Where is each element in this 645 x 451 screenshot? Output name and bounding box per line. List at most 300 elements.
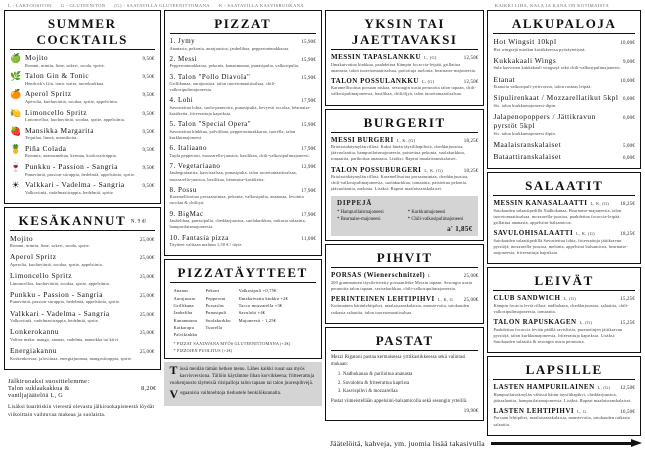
- topping-surcharge: Savulohi +4€: [238, 310, 266, 316]
- divider: [493, 33, 635, 34]
- dropcap-v: V: [169, 387, 179, 402]
- item-description: Ilmakuivattua kinkkua, paahdettua Kämpin focaccia-leipää, grillattua ananasta, talon tuoretomaattisalsaa, parioituja melonia, bearnaise-majoneesia.: [330, 61, 477, 73]
- info-text-2: egaanisia vaihtoehtoja tiedustele henkilökunnalta.: [180, 391, 282, 397]
- pasta-body: [331, 354, 478, 416]
- item-description: Hendrick's Gin, tonic water, tuorekurkkua.: [25, 80, 105, 86]
- list-item: [170, 210, 316, 231]
- item-name: Valkkari - Vadelma - Sangria: [10, 308, 110, 318]
- dessert-item-price: 8,20€: [141, 384, 157, 392]
- list-item: [493, 56, 635, 72]
- topping: Ananas: [173, 288, 189, 294]
- item-name: 2. Messi: [169, 54, 198, 63]
- item-name: Punkku - Passion - Sangria: [25, 162, 119, 172]
- kesakannut-volume-note: N. 9 dl: [130, 219, 147, 225]
- item-description: Punaviiniä, passion-siirappia, hedelmiä, appelsiinia, sprite.: [25, 171, 136, 177]
- item-name: Lonkerokannu: [10, 327, 60, 337]
- list-item: [331, 295, 478, 316]
- item-description: Kämpin focacia leviä rillasi; nadhokana, cheddarjuustoa, salaattia, chili-valkosipulimajoneesia, tomaattia.: [493, 302, 629, 314]
- legend-item-gluten-available: (G) - SAATAVILLA GLUTEENITTOMANA: [114, 3, 210, 8]
- item-price: 15,90€: [301, 75, 316, 81]
- item-price: 9,00€: [622, 59, 635, 65]
- item-name: Punkku - Passion - Sangria: [10, 289, 104, 299]
- item-name: Bataattiranskalaiset: [493, 152, 562, 162]
- topping: Punasipuli: [205, 310, 227, 316]
- dessert-heading: Jälkiruoaksi suosittelemme:: [8, 377, 90, 385]
- dip-option: * Kurkkumajoneesi: [407, 209, 446, 215]
- pasta-price: 19,90€: [463, 409, 479, 415]
- burgerit-title: BURGERIT: [363, 114, 446, 130]
- list-item: [170, 73, 316, 94]
- green-apple-icon: 🍏: [10, 53, 22, 63]
- dip-column-1: [337, 209, 402, 224]
- item-price: 15,90€: [301, 40, 316, 45]
- list-item: [493, 229, 635, 256]
- item-price: 6,00€: [622, 97, 635, 103]
- item-price: 18,25€: [463, 138, 479, 144]
- item-name: PERINTEINEN LEHTIPIHVI L, K, G: [330, 294, 453, 303]
- leivat-title: LEIVÄT: [534, 273, 594, 289]
- topping-surcharge: Ilmakuivattu kinkku +2€: [238, 295, 289, 301]
- item-price: 17,90€: [301, 212, 316, 218]
- pasta-option: 3. Kasvispihvi & mozzarellaa: [343, 388, 478, 395]
- pasta-intro: Mezzi Rigatoni pastaa kermaisessa yrttikastikkeessa sekä valintasi mukaan:: [330, 354, 466, 368]
- legend-item-lactose: L - LAKTOOSITON: [8, 3, 52, 8]
- list-item: [331, 166, 478, 193]
- item-description: 200 grammainen täysileivitetty porsaanleike Messin tapaan. Sesongin uusia perunoita talon tapaan, sesisekurkkua, chili-valkosipulimajoneesia.: [330, 279, 473, 291]
- list-item: [170, 186, 316, 207]
- herb-leaf-icon: 🌿: [10, 71, 22, 82]
- list-item: [10, 271, 155, 287]
- divider: [10, 49, 155, 50]
- topping: Pekoni: [205, 288, 220, 294]
- item-description: Limoncelloa, kuohuviiniä, soodaa, sprite, appelsiinia.: [10, 280, 111, 286]
- column-sides: [487, 10, 641, 436]
- item-name: 3. Talon "Pollo Diavola": [169, 72, 251, 81]
- item-price: 12,50€: [463, 79, 479, 85]
- item-description: Hampurilaiseämylän vähissä härän täysilihapihvi, cheddarjuustoa, jäässalaattia, hampurilaismajoneesia. Lisäksi: Rapeat maalaisranskalaiset.: [493, 391, 632, 403]
- topping: Jauheliha: [173, 310, 193, 316]
- list-item: [170, 37, 316, 52]
- pasta-option: 1. Nadhokanaa & pariloitua ananasta: [343, 371, 478, 378]
- info-box: [164, 362, 322, 405]
- divider: [493, 195, 635, 196]
- wine-glass-icon: 🍷: [10, 162, 22, 173]
- item-description: Satokauden salaattipedillä Savustettua lohta, friteerattuja jättikravun pyrstöjä, mozzarella-juustoa, melonia, appelsiini balsamicoa, bearnaise-majoneesia, friteerattuja kapriksia.: [493, 237, 628, 255]
- item-price: 6,00€: [622, 156, 635, 162]
- divider: [331, 132, 478, 133]
- section-leivat: [487, 267, 641, 353]
- list-item: [10, 309, 155, 325]
- item-description: Jauhelihaa, punasipulia, cheddarjuustoa, suolakurkkua, raikasta salaattia, hampurilaismajoneesia.: [169, 218, 306, 230]
- item-price: 15,90€: [301, 123, 316, 129]
- column-mains: [325, 10, 484, 421]
- list-item: [10, 144, 155, 160]
- list-item: [331, 271, 478, 292]
- item-description: Hot wingsejä mietkm kastikkeessa pyöräytettynä.: [493, 46, 586, 52]
- item-price: 15,90€: [301, 57, 316, 63]
- item-description: Koskenkorvaa, jaloviinaa, energiajuomaa, mangosiirappia, sprite.: [10, 355, 133, 361]
- list-item: [10, 53, 155, 69]
- list-item: [493, 407, 635, 428]
- info-text-1: ässä meidän tämän hetken menu. Lähes kaikki ruoat saa myös kasvisversiona. Tällöin käytämme lihan korvikkeena; fritteerattuja vuohenjuusto täytteisiä riisipalloja talon tapaan tai talon juurespihvejä.: [169, 367, 315, 387]
- lemon-icon: 🍋: [10, 107, 22, 118]
- divider: [493, 379, 635, 380]
- strawberry-icon: 🍓: [10, 125, 22, 136]
- item-name: TALON POSSUBURGERI L, K, (G): [330, 165, 444, 174]
- item-description: Porsaan lehtipihvi, maalaisranskalaisia, maustevoita, satokauden raikasta salaattia.: [493, 415, 630, 427]
- item-description: Sis. talon kurkkumajoneesi dipin.: [493, 130, 557, 136]
- item-name: Sipulirenkaat / Mozzarellatikut 5kpl: [493, 93, 619, 103]
- item-price: 10,00€: [620, 41, 635, 46]
- pizzat-title: PIZZAT: [214, 16, 272, 31]
- pasta-outro: Pastat viimeistellään appelsiini-balsamicolla sekä sesongin yrteillä.: [330, 399, 468, 405]
- section-alkupaloja: [487, 10, 641, 169]
- topping: Suolakurkku: [205, 317, 231, 323]
- section-burgerit: [325, 109, 484, 241]
- section-pihvit: [325, 244, 484, 324]
- item-name: PORSAS (Wienerschnitzel) L: [330, 271, 432, 280]
- item-description: Karamellisoitua porsaanrintaa, pekonia, valkosipulia, ananasta, levointa rucolaa & chilityä.: [169, 194, 304, 206]
- dip-option: * Hampurilaismajoneesi: [336, 209, 384, 215]
- item-tags: L: [428, 273, 432, 279]
- item-name: Limoncello Spritz: [25, 107, 88, 117]
- item-description: Rommi, minttu, lime, sokeri, sooda, sprite.: [25, 62, 106, 68]
- item-name: Piña Colada: [25, 143, 67, 153]
- item-price: 15,25€: [620, 321, 635, 327]
- item-tags: L, K, G: [437, 296, 453, 302]
- item-tags: L, (G): [421, 78, 435, 84]
- item-price: 16,50€: [620, 409, 635, 415]
- item-price: 6,00€: [622, 116, 635, 122]
- list-item: [493, 383, 635, 404]
- list-item: [170, 120, 316, 141]
- item-description: Grillikanaa, aurajuustoa, talon tuoretomaattisalsaa, chili-valkosipulimajoneesia.: [169, 81, 276, 93]
- item-price: 25,00€: [139, 350, 155, 356]
- item-price: 9,50€: [142, 184, 155, 190]
- item-description: Karamellisoitua porsaan niskaa, sessongin uusia perunoita talon tapaan, chili-valkosipulimajoneesia, basilikaa, chiliöljyä, talon tuoretomaattisalsaa.: [330, 85, 477, 97]
- item-description: Paahdettua focaccia leviän päällä ravislistia, paranoitujen jättikravun pyrstöjä, talon kurkkumajoneesia, friteerattuja kapriksia. Lisäksi: Satokauden salaattia & sesongin uusia perunoita.: [493, 326, 623, 344]
- item-tags: L, K, (G): [396, 137, 416, 143]
- dip-price: a' 1,85€: [447, 225, 473, 234]
- dip-column-2: [408, 209, 473, 224]
- dropcap-t: T: [169, 363, 178, 378]
- list-item: [493, 37, 635, 53]
- item-description: Kotimainen häränlehtipihvi, maalaisranskalaisia, maustevoita, satokauden raikasta salaattia, talon tuoretomaattisalsaa.: [330, 303, 470, 315]
- item-description: Savustettua lohta, suola-paneroita, punasipulia, kevyesti rucolaa, béarnaise-kastiketta, friteerattuja kapriksia.: [169, 104, 312, 117]
- item-tags: L, (G): [563, 296, 576, 302]
- item-name: 4. Lohi: [169, 96, 194, 105]
- list-item: [10, 234, 155, 250]
- dip-option: * Chili-valkosipulimajoneesi: [407, 217, 464, 223]
- bottom-banner: [330, 439, 642, 448]
- right-arrow-icon: [491, 439, 642, 448]
- item-description: Punaviiniä, passion-siirappia, hedelmiä, appelsiinia, sprite.: [10, 299, 121, 305]
- kesakannut-title-text: KESÄKANNUT: [18, 212, 126, 228]
- item-price: 15,25€: [620, 297, 635, 303]
- toppings-column-1: [174, 287, 198, 338]
- kesakannut-title: [10, 213, 155, 229]
- item-description: Aperolia, kuohuviiniä, soodaa, sprite, appelsiinia.: [25, 98, 118, 104]
- section-pizzat: [164, 10, 322, 256]
- info-paragraph-vegetarian: [169, 363, 316, 387]
- item-price: 5,00€: [622, 143, 635, 149]
- menu-columns: [4, 10, 641, 436]
- pasta-option: 2. Savulohta & friteerattua kaprista: [343, 380, 478, 387]
- item-description: Aperolia, kuohuviiniä, soodaa, sprite, appelsiinia.: [10, 261, 103, 267]
- item-name: LASTEN LEHTIPIHVI L, G: [493, 406, 587, 415]
- topping: Palvikinkku: [173, 332, 198, 338]
- item-name: MESSI BURGERI L, K, (G): [330, 135, 416, 144]
- dessert-note: Lisäksi baaritiskin vierestä olevasta jälkiruokapisteestä löydät viikoittain vaihtuvaa makeaa ja suolaista.: [8, 403, 155, 419]
- info-paragraph-vegan: [169, 387, 316, 402]
- item-description: Tequilaa, limeä, mansikoita.: [25, 135, 78, 141]
- item-name: Energiakannu: [10, 346, 57, 356]
- item-name: Mojito: [25, 53, 49, 62]
- list-item: [170, 55, 316, 70]
- section-kesakannut: [4, 207, 161, 370]
- section-pizzataytteet: [164, 259, 322, 359]
- legend-origin-note: KAIKKI LIHA, KALA JA KANA ON KOTIMAISTA: [494, 3, 609, 8]
- topping-surcharge: Majoneesit - 1,25€: [238, 317, 277, 323]
- item-tags: L, K, (G): [590, 201, 610, 207]
- item-price: 25,00€: [139, 312, 155, 318]
- legend-item-gluten: G - GLUTEENITON: [60, 3, 106, 8]
- item-description: Ananasta, pekonia, aurajuustoa, jauhelihaa, pepperonimakkaraa.: [169, 45, 290, 51]
- item-description: Satokauden salaattipedillä Nadhokanaa, Bearnaise-majoneesia, talon tuoretomaattisalsaa, mozzarella-juustoa, paahdettua focaccia-leipää, grillattua ananasta, appelsiini-balsamicoa.: [493, 207, 622, 225]
- item-price: 18,25€: [463, 168, 479, 174]
- dessert-item-row: [8, 385, 157, 399]
- sun-icon: ☀: [11, 180, 20, 191]
- list-item: [170, 96, 316, 117]
- item-price: 11,00€: [301, 236, 316, 242]
- list-item: [493, 75, 635, 91]
- toppings-grid: [170, 286, 316, 338]
- topping: Tuorella: [205, 324, 223, 330]
- item-price: 25,00€: [139, 331, 155, 337]
- item-tags: L, (G): [424, 55, 437, 60]
- item-price: 17,90€: [301, 147, 316, 153]
- topping: Porsaslas: [205, 302, 225, 308]
- item-name: 7. Vegetariaano: [169, 161, 221, 170]
- item-price: 9,50€: [142, 111, 155, 117]
- item-name: Mojito: [10, 233, 34, 243]
- topping: Katkarapu: [173, 324, 195, 330]
- item-name: CLUB SANDWICH L, (G): [493, 294, 576, 303]
- item-name: SAVULOHISALAATTI L, K, (G): [493, 229, 595, 238]
- list-item: [331, 136, 478, 163]
- list-item: [10, 252, 155, 268]
- item-description: Pepperonimakkaraa, pekonia, kananmunaa, punasipulia, valkosipulia.: [169, 63, 300, 69]
- item-name: 8. Possu: [169, 185, 197, 194]
- item-description: Sula kasvisten kukkakaali wingsejä sekä chili-valkosipulimajoneesi.: [493, 65, 621, 71]
- item-price: 9,50€: [142, 75, 155, 81]
- list-item: [10, 327, 155, 343]
- topping: Grillikana: [173, 302, 194, 308]
- list-item: [10, 126, 155, 142]
- item-price: 25,00€: [463, 297, 479, 303]
- item-price: 25,00€: [139, 275, 155, 281]
- topping: Aurajuusto: [173, 295, 196, 301]
- item-description: Valkoviiniä, vadelmasiirappia, hedelmiä, sprite.: [25, 189, 115, 195]
- item-price: 25,00€: [139, 256, 155, 262]
- list-item: [493, 112, 635, 137]
- item-price: 17,90€: [301, 99, 316, 105]
- dessert-item-name: Talon suklaakakkua & vaniljajäätelöä L, G: [8, 384, 70, 399]
- item-price: 25,00€: [463, 274, 479, 280]
- legend-left: [8, 3, 304, 8]
- item-name: LASTEN HAMPURILAINEN L, (G): [493, 383, 611, 392]
- item-description: Brioissinkäymylän rillasi: Kaksi härän täysilihapihviä, cheddarjuustoa, jäävuolaattia, hampurilaismajoneesia, paistettua pekonia, suolakurkkua, tomaattia, parikoitua ananasta. Lisäksi: Rapeat maalaisranskalaiset.: [330, 144, 466, 162]
- list-item: [493, 152, 635, 161]
- item-price: 9,50€: [142, 147, 155, 153]
- item-price: 9,50€: [142, 93, 155, 99]
- list-item: [170, 162, 316, 183]
- lapsille-title: LAPSILLE: [525, 362, 603, 378]
- list-item: [493, 199, 635, 226]
- divider: [10, 230, 155, 231]
- item-name: Jalapenopoppers / Jättikravun pyrstöt 5kpl: [493, 112, 596, 131]
- toppings-column-3: [239, 287, 288, 338]
- section-dippeja: [331, 196, 478, 236]
- item-name: Mansikka Margarita: [25, 125, 94, 135]
- item-description: Rommi, minttu, lime, sokeri, sooda, sprite.: [10, 243, 91, 248]
- item-name: TALON RAPUSKAGEN L, (G): [493, 318, 593, 327]
- item-price: 18,25€: [620, 202, 635, 208]
- item-name: 1. Jymy: [169, 37, 196, 45]
- item-name: TALON POSSULANKKU L, (G): [330, 76, 435, 85]
- item-description: Valitse maku: mango, ananas, vadelma, mansikka tai kiivi.: [10, 336, 120, 342]
- pastat-title: PASTAT: [375, 332, 434, 348]
- orange-icon: 🍊: [10, 89, 22, 100]
- pasta-options: [331, 371, 478, 395]
- dessert-recommendation: [4, 376, 161, 421]
- item-description: Rommia, ananasmehua, kermaa, kookossiirappia.: [25, 153, 118, 159]
- pihvit-title: PIHVIT: [376, 250, 433, 266]
- banner-text: Jäätelöitä, kahveja, ym. juomia lisää takasivulla: [330, 439, 485, 448]
- item-price: 9,50€: [142, 129, 155, 135]
- item-name: MESSIN TAPASLANKKU L, (G): [330, 53, 437, 61]
- item-name: Etanat: [493, 74, 516, 84]
- item-price: 18,25€: [620, 232, 635, 238]
- divider: [493, 290, 635, 291]
- item-description: Tupla pepperoni, mozzarella-juustoa, basilikaa, chili-valkosipulimajoneesi.: [169, 152, 310, 158]
- item-description: Täytteet valitaan maluun 1,50 € / täyte.: [169, 242, 243, 248]
- item-tags: L, G: [577, 408, 587, 414]
- item-price: 12,50€: [620, 386, 635, 392]
- item-name: Valkkari - Vadelma - Sangria: [25, 180, 125, 190]
- dippeja-title: DIPPEJÄ: [336, 198, 373, 207]
- legend-bar: [4, 2, 641, 10]
- list-item: [331, 53, 478, 74]
- list-item: [10, 180, 155, 196]
- divider: [170, 282, 316, 283]
- item-tags: L, K, (G): [576, 231, 595, 237]
- alkupaloja-title: ALKUPALOJA: [511, 16, 617, 31]
- item-price: 25,00€: [139, 237, 155, 243]
- section-salaatit: [487, 172, 641, 264]
- list-item: [10, 162, 155, 178]
- item-price: 9,50€: [142, 57, 155, 62]
- note-gluten-free: * PIZZAT SAATAVANA MYÖS GLUTEENITTOMANA (+2€): [173, 341, 291, 347]
- salaatit-title: SALAATIT: [525, 178, 604, 194]
- list-item: [493, 294, 635, 315]
- item-price: 25,00€: [139, 293, 155, 299]
- divider: [331, 49, 478, 50]
- topping: Pepperoni: [205, 295, 226, 301]
- section-lapsille: [487, 356, 641, 436]
- item-description: Savustettua kinkkua, palvilihaa, pepperonimakkaraa, tuorella, talon kurkkumajoneesi.: [169, 128, 296, 140]
- item-name: Aperol Spritz: [25, 89, 72, 99]
- item-price: 12,90€: [301, 164, 316, 170]
- list-item: [10, 89, 155, 105]
- topping-surcharge: Tacco mozzarella +3€: [238, 302, 283, 308]
- list-item: [10, 290, 155, 306]
- item-name: Kukkakaali Wings: [493, 55, 557, 65]
- list-item: [10, 108, 155, 124]
- section-yksin-tai-jaettavaksi: [325, 10, 484, 106]
- list-item: [493, 140, 635, 149]
- list-item: [331, 77, 478, 98]
- item-price: 10,00€: [620, 78, 635, 84]
- divider: [331, 350, 478, 351]
- dip-option: * Bearnaise-majoneesi: [336, 217, 381, 223]
- list-item: [170, 144, 316, 159]
- topping-surcharge: Valkosipuli +0,75€: [238, 288, 277, 294]
- item-name: MESSIN KANASALAATTI L, K, (G): [493, 199, 610, 208]
- pineapple-icon: 🍍: [10, 143, 22, 154]
- divider: [170, 33, 316, 34]
- item-description: Valkoviiniä, vadelmasiirappia, hedelmiä, sprite.: [10, 318, 100, 324]
- toppings-column-2: [205, 287, 230, 338]
- column-drinks: [4, 10, 161, 421]
- item-description: Limoncelloa, kuohuviiniä, soodaa, sprite, appelsiinia.: [25, 117, 126, 123]
- section-summer-cocktails: [4, 10, 161, 204]
- item-description: Etanoita valkosipuli-yrttivoissa, talon rustaas leipää.: [493, 84, 592, 90]
- column-pizza: [164, 10, 322, 406]
- item-name: Talon Gin & Tonic: [25, 71, 90, 81]
- note-halving: * PIZZOJEN PUOLITUS (+2€): [173, 347, 233, 353]
- list-item: [10, 71, 155, 87]
- item-name: 6. Italiaano: [169, 144, 207, 153]
- item-price: 17,90€: [301, 188, 316, 194]
- list-item: [10, 346, 155, 362]
- item-description: Brioissinkäymylän rillasi: Karamellisoitua porsaanrintaa, cheddarjuustoa, chili-valkosipulimajoneesia, suolakurkkua, tomaattia, paistettua pekonia, jäävuolaattia, melonia. Lisäksi: Rapeat maalaisranskalaiset.: [330, 174, 469, 192]
- item-name: 10. Fantasia pizza: [169, 233, 229, 242]
- list-item: [493, 93, 635, 109]
- item-name: Hot Wingsit 10kpl: [493, 37, 557, 46]
- list-item: [170, 234, 316, 249]
- divider: [331, 267, 478, 268]
- item-name: Limoncello Spritz: [10, 271, 73, 281]
- pizzataytteet-title: PIZZATÄYTTEET: [177, 265, 308, 281]
- dip-columns: [337, 209, 472, 224]
- list-item: [493, 318, 635, 345]
- topping: Kananmuna: [173, 317, 198, 323]
- item-name: 5. Talon "Special Opera": [169, 120, 252, 129]
- sharing-title: YKSIN TAI JAETTAVAKSI: [351, 16, 458, 47]
- summer-cocktails-title: SUMMER COCKTAILS: [36, 16, 128, 47]
- item-tags: L, (G): [579, 320, 593, 326]
- section-pastat: [325, 327, 484, 421]
- item-description: Sis. talon kurkkumajoneesi-dipin.: [493, 102, 557, 108]
- item-price: 12,50€: [463, 56, 479, 61]
- toppings-notes: [170, 341, 316, 353]
- item-tags: L, K, (G): [424, 167, 444, 173]
- item-price: 9,50€: [142, 166, 155, 172]
- legend-item-vegetarian-available: K - SAATAVILLA KASVISRUOKANA: [218, 3, 304, 8]
- item-name: Aperol Spritz: [10, 252, 57, 262]
- item-description: Jauhegrataattia, kasvissalsaa, punasipulia, talon tuoretomaattisalsaa, mozzarella-juustoa, basilikaa, béarnaise-kastiketta.: [169, 170, 297, 182]
